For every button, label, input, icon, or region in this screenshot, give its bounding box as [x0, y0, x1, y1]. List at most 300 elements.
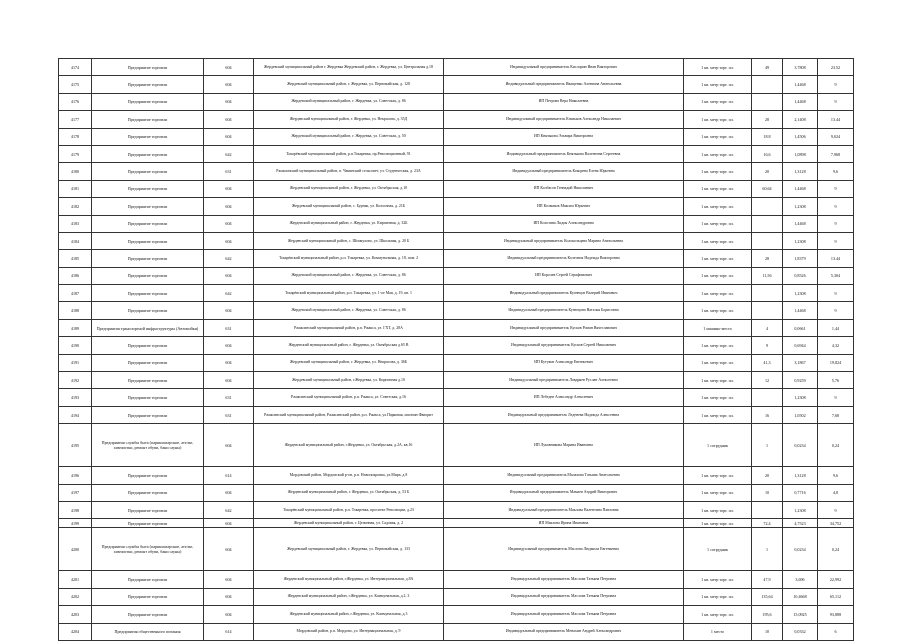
cell-unit: 1 место — [684, 623, 752, 640]
cell-address: Токарёвский муниципальный район, р.п. Токаревка, проспект Революции, д.23 — [254, 501, 444, 518]
cell-unit: 1 кв. метр торг. пл. — [684, 163, 752, 180]
cell-unit: 1 кв. метр торг. пл. — [684, 519, 752, 528]
cell-quantity: 72,4 — [752, 519, 783, 528]
cell-entrepreneur: Индивидуальный предприниматель Мамаев Андрей Викторович — [444, 484, 684, 501]
cell-entrepreneur: Индивидуальный предприниматель Маслова Татьяна Петровна — [444, 588, 684, 605]
table-row — [59, 606, 854, 623]
cell-value-1: 15,0925 — [783, 606, 818, 623]
cell-number: 4197 — [59, 484, 92, 501]
cell-unit: 1 кв. метр торг. пл. — [684, 606, 752, 623]
cell-quantity — [752, 76, 783, 93]
cell-value-1: 1,4468 — [783, 302, 818, 319]
data-table — [58, 58, 854, 641]
cell-entrepreneur: ИП Кутуков Александр Евгеньевич — [444, 354, 684, 371]
cell-entrepreneur: ИП Маклова Ирина Ивановна — [444, 519, 684, 528]
cell-address: Жердевский муниципальный район, г. Жердевка, ул. Некрасова, д. 35Д — [254, 111, 444, 128]
cell-unit: 1 кв. метр торг. пл. — [684, 59, 752, 76]
table-row — [59, 354, 854, 371]
cell-entrepreneur: Индивидуальный предприниматель Кузнецова Наталья Борисовна — [444, 302, 684, 319]
cell-code: 604 — [204, 76, 254, 93]
cell-value-1: 0,9259 — [783, 372, 818, 389]
cell-entrepreneur: Индивидуальный предприниматель Кислорин Иван Викторович — [444, 59, 684, 76]
cell-value-1: 1,4468 — [783, 180, 818, 197]
cell-number: 4187 — [59, 285, 92, 302]
cell-unit: 1 кв. метр торг. пл. — [684, 180, 752, 197]
cell-value-2: 13.44 — [818, 250, 854, 267]
cell-unit: 1 кв. метр торг. пл. — [684, 484, 752, 501]
cell-unit: 1 кв. метр торг. пл. — [684, 588, 752, 605]
cell-address: Жердевский муниципальный район, г.Жердевка, ул. Кирпичная д.10 — [254, 372, 444, 389]
cell-value-2: 9 — [818, 389, 854, 406]
cell-code: 604 — [204, 302, 254, 319]
cell-number: 4176 — [59, 93, 92, 110]
cell-value-1: 0,8526 — [783, 267, 818, 284]
table-row — [59, 571, 854, 588]
cell-quantity: 60,64 — [752, 180, 783, 197]
cell-address: Жердевский муниципальный район, г.Жердевка, ул. Коммунальная, д.3 — [254, 606, 444, 623]
cell-object-type: Предприятие торговли — [92, 215, 204, 232]
table-row — [59, 302, 854, 319]
cell-quantity: 1 — [752, 424, 783, 467]
cell-value-1: 0,7716 — [783, 484, 818, 501]
cell-entrepreneur: Индивидуальный предприниматель Иващенко Алевтина Анатольевна — [444, 76, 684, 93]
cell-unit: 1 машино-место — [684, 319, 752, 336]
cell-value-2: 22,992 — [818, 571, 854, 588]
table-row — [59, 337, 854, 354]
cell-unit: 1 кв. метр торг. пл. — [684, 232, 752, 249]
cell-value-2: 93,888 — [818, 606, 854, 623]
cell-quantity: 135,64 — [752, 588, 783, 605]
cell-value-2: 0,24 — [818, 528, 854, 571]
cell-value-1: 0,0234 — [783, 528, 818, 571]
cell-object-type: Предприятие торговли — [92, 519, 204, 528]
cell-value-1: 1,8379 — [783, 250, 818, 267]
table-row — [59, 59, 854, 76]
cell-value-1: 1,2308 — [783, 501, 818, 518]
cell-number: 4182 — [59, 198, 92, 215]
cell-number: 4191 — [59, 354, 92, 371]
cell-code: 614 — [204, 467, 254, 484]
cell-address: Жердевский муниципальный район, г. Жердевка, ул. Октябрьская, д. 53 Б — [254, 484, 444, 501]
cell-value-1: 3.7808 — [783, 59, 818, 76]
cell-number: 4204 — [59, 623, 92, 640]
cell-address: Жердевский муниципальный район, г. Жердевка, ул. Советская, д. 86 — [254, 302, 444, 319]
cell-quantity — [752, 285, 783, 302]
cell-code: 631 — [204, 319, 254, 336]
cell-value-1: 0,6944 — [783, 337, 818, 354]
table-row — [59, 484, 854, 501]
cell-address: Жердевский муниципальный район, г. Жердевка, ул. Кирпичная, д. 32Б — [254, 215, 444, 232]
cell-value-2: 4,32 — [818, 337, 854, 354]
cell-value-2: 9 — [818, 198, 854, 215]
cell-quantity — [752, 93, 783, 110]
cell-unit: 1 кв. метр торг. пл. — [684, 389, 752, 406]
cell-address: Жердевский муниципальный район, г.Жердевка, ул. Коммунальная, д.2, 3 — [254, 588, 444, 605]
cell-address: Мордовский район, Мордовский р-он, р.п. Новопокровка, ул.Мира, д.8 — [254, 467, 444, 484]
cell-address: Ржаксинский муниципальный район, р.п. Ржакса, ул. Советская, д.16 — [254, 389, 444, 406]
cell-address: Ржаксинский муниципальный район, р.п. Ржакса, ул. ГХТ, д. 28А — [254, 319, 444, 336]
cell-number: 4175 — [59, 76, 92, 93]
cell-value-2: 7,968 — [818, 145, 854, 162]
table-row — [59, 163, 854, 180]
cell-address: Жердевский муниципальный район, г.Жердевка, ул. Интернациональная, д.8А — [254, 571, 444, 588]
cell-quantity — [752, 302, 783, 319]
cell-value-1: 1,3128 — [783, 467, 818, 484]
cell-value-2: 9 — [818, 215, 854, 232]
cell-number: 4199 — [59, 519, 92, 528]
cell-object-type: Предприятие торговли — [92, 198, 204, 215]
cell-code: 604 — [204, 337, 254, 354]
cell-entrepreneur: Индивидуальный предприниматель Маслова Людмила Евгеньевна — [444, 528, 684, 571]
cell-address: Ржаксинский муниципальный район, п. Чакинский сельсовет, ул. Студенческая, д. 23А — [254, 163, 444, 180]
cell-quantity — [752, 198, 783, 215]
cell-value-2: 19,824 — [818, 354, 854, 371]
cell-object-type: Предприятие торговли — [92, 128, 204, 145]
cell-code: 604 — [204, 232, 254, 249]
cell-unit: 1 кв. метр торг. пл. — [684, 354, 752, 371]
cell-unit: 1 кв. метр торг. пл. — [684, 76, 752, 93]
cell-quantity: 195,6 — [752, 606, 783, 623]
cell-object-type: Предприятие торговли — [92, 337, 204, 354]
cell-value-2: 1,44 — [818, 319, 854, 336]
cell-number: 4194 — [59, 406, 92, 423]
table-row — [59, 389, 854, 406]
cell-unit: 1 кв. метр торг. пл. — [684, 285, 752, 302]
cell-number: 4177 — [59, 111, 92, 128]
cell-unit: 1 кв. метр торг. пл. — [684, 571, 752, 588]
cell-quantity: 16 — [752, 406, 783, 423]
cell-number: 4193 — [59, 389, 92, 406]
cell-number: 4181 — [59, 180, 92, 197]
cell-entrepreneur: Индивидуальный предприниматель Кусков Сергей Николаевич — [444, 337, 684, 354]
cell-value-2: 34,752 — [818, 519, 854, 528]
table-body — [59, 59, 854, 641]
cell-number: 4184 — [59, 232, 92, 249]
cell-address: Жердевский муниципальный район, г. Жердевка, ул. Первомайская, д. 133 — [254, 528, 444, 571]
cell-object-type: Предприятие торговли — [92, 406, 204, 423]
cell-address: Жердевский муниципальный район, г. Жердевка, ул. Первомайская, д. 128 — [254, 76, 444, 93]
cell-value-2: 5,76 — [818, 372, 854, 389]
cell-value-1: 1,4468 — [783, 76, 818, 93]
cell-unit: 1 кв. метр торг. пл. — [684, 501, 752, 518]
cell-address: Жердевский муниципальный район, с. Шпикулово, ул. Школьная, д. 20 Б — [254, 232, 444, 249]
table-row — [59, 93, 854, 110]
cell-unit: 1 кв. метр торг. пл. — [684, 198, 752, 215]
cell-object-type: Предприятие торговли — [92, 501, 204, 518]
cell-value-2: 65,112 — [818, 588, 854, 605]
cell-unit: 1 кв. метр торг. пл. — [684, 267, 752, 284]
cell-unit: 1 кв. метр торг. пл. — [684, 250, 752, 267]
cell-value-1: 4,7523 — [783, 519, 818, 528]
cell-address: Ржаксинский муниципальный район, Ржаксинский район, р.п. Ржакса, ул.Парковая, магазин Фаворит — [254, 406, 444, 423]
cell-code: 604 — [204, 588, 254, 605]
cell-number: 4189 — [59, 319, 92, 336]
cell-number: 4174 — [59, 59, 92, 76]
cell-value-2: 9,6 — [818, 467, 854, 484]
cell-entrepreneur: Индивидуальный предприниматель Маслова Татьяна Петровна — [444, 571, 684, 588]
cell-object-type: Предприятие торговли — [92, 163, 204, 180]
table-row — [59, 372, 854, 389]
table-row — [59, 528, 854, 571]
table-row — [59, 623, 854, 640]
cell-quantity — [752, 215, 783, 232]
table-row — [59, 180, 854, 197]
cell-quantity: 28 — [752, 250, 783, 267]
cell-number: 4201 — [59, 571, 92, 588]
cell-value-1: 10,4668 — [783, 588, 818, 605]
table-row — [59, 424, 854, 467]
cell-entrepreneur: Индивидуальный предприниматель Маклова Валентина Павловна — [444, 501, 684, 518]
cell-address: Жердевский муниципальный район, с. Бурнак, ул. Колхозная, д. 21Б — [254, 198, 444, 215]
cell-code: 604 — [204, 519, 254, 528]
cell-object-type: Предприятия общественного питания — [92, 623, 204, 640]
cell-unit: 1 кв. метр торг. пл. — [684, 337, 752, 354]
cell-value-2: 9 — [818, 302, 854, 319]
cell-entrepreneur: Индивидуальный предприниматель Малахова Татьяна Анатольевна — [444, 467, 684, 484]
cell-value-1: 1,2308 — [783, 198, 818, 215]
cell-value-1: 1,0898 — [783, 145, 818, 162]
cell-code: 604 — [204, 180, 254, 197]
cell-entrepreneur: ИП Луковникова Марина Ивановна — [444, 424, 684, 467]
cell-value-1: 1,0502 — [783, 406, 818, 423]
cell-number: 4179 — [59, 145, 92, 162]
cell-entrepreneur: ИП Лебедев Александр Алексеевич — [444, 389, 684, 406]
cell-quantity: 49 — [752, 59, 783, 76]
cell-quantity: 41,3 — [752, 354, 783, 371]
cell-code: 631 — [204, 163, 254, 180]
cell-object-type: Предприятие торговли — [92, 354, 204, 371]
document-page — [58, 58, 853, 641]
cell-value-2: 9,6 — [818, 163, 854, 180]
cell-number: 4188 — [59, 302, 92, 319]
table-row — [59, 285, 854, 302]
cell-value-1: 1,4468 — [783, 215, 818, 232]
cell-code: 604 — [204, 93, 254, 110]
cell-object-type: Предприятие торговли — [92, 389, 204, 406]
cell-address: Жердевский муниципальный район, г. Жердевка, ул. Некрасова, д. 36Б — [254, 354, 444, 371]
cell-code: 604 — [204, 528, 254, 571]
cell-code: 614 — [204, 623, 254, 640]
table-row — [59, 267, 854, 284]
cell-entrepreneur: Индивидуальный предприниматель Колокольцева Марина Анатольевна — [444, 232, 684, 249]
cell-address: Жердевский муниципальный район, г. Целинная, ул. Садовая, д. 2 — [254, 519, 444, 528]
cell-unit: 1 кв. метр торг. пл. — [684, 215, 752, 232]
cell-object-type: Предприятие торговли — [92, 372, 204, 389]
cell-number: 4183 — [59, 215, 92, 232]
cell-object-type: Предприятие торговли — [92, 180, 204, 197]
cell-number: 4185 — [59, 250, 92, 267]
cell-object-type: Предприятие торговли — [92, 588, 204, 605]
cell-value-1: 1,3128 — [783, 163, 818, 180]
cell-unit: 1 сотрудник — [684, 528, 752, 571]
cell-unit: 1 кв. метр торг. пл. — [684, 93, 752, 110]
cell-unit: 1 сотрудник — [684, 424, 752, 467]
cell-value-1: 3,1867 — [783, 354, 818, 371]
cell-number: 4195 — [59, 424, 92, 467]
cell-unit: 1 кв. метр торг. пл. — [684, 302, 752, 319]
cell-address: Мордовский район, р.п. Мордово, ул. Интернациональная, д. 9 — [254, 623, 444, 640]
table-row — [59, 467, 854, 484]
cell-quantity — [752, 232, 783, 249]
table-row — [59, 319, 854, 336]
cell-object-type: Предприятие торговли — [92, 571, 204, 588]
cell-value-1: 3,696 — [783, 571, 818, 588]
cell-number: 4203 — [59, 606, 92, 623]
cell-object-type: Предприятие торговли — [92, 145, 204, 162]
cell-unit: 1 кв. метр торг. пл. — [684, 372, 752, 389]
cell-code: 642 — [204, 285, 254, 302]
cell-unit: 1 кв. метр торг. пл. — [684, 467, 752, 484]
cell-code: 604 — [204, 198, 254, 215]
cell-object-type: Предприятие торговли — [92, 606, 204, 623]
cell-address: Жердевский муниципальный район, г.Жердевка, ул. Октябрьская, д.2А, кв.16 — [254, 424, 444, 467]
cell-value-2: 13.44 — [818, 111, 854, 128]
cell-entrepreneur: ИП Колбасов Геннадий Николаевич — [444, 180, 684, 197]
cell-number: 4202 — [59, 588, 92, 605]
cell-quantity: 28 — [752, 111, 783, 128]
cell-object-type: Предприятие торговли — [92, 467, 204, 484]
table-row — [59, 76, 854, 93]
table-row — [59, 215, 854, 232]
cell-value-2: 9 — [818, 232, 854, 249]
cell-code: 604 — [204, 484, 254, 501]
cell-entrepreneur: ИП Петрова Вера Николаевна — [444, 93, 684, 110]
cell-number: 4196 — [59, 467, 92, 484]
cell-quantity: 11,56 — [752, 267, 783, 284]
cell-value-2: 0,24 — [818, 424, 854, 467]
cell-quantity: 18.8 — [752, 128, 783, 145]
cell-code: 604 — [204, 571, 254, 588]
cell-value-2: 9 — [818, 180, 854, 197]
cell-code: 604 — [204, 59, 254, 76]
cell-address: Токарёвский муниципальный район, р.п.Токаревка, пр.Революционный, 91 — [254, 145, 444, 162]
cell-number: 4198 — [59, 501, 92, 518]
cell-quantity: 9 — [752, 337, 783, 354]
cell-quantity: 1 — [752, 528, 783, 571]
cell-code: 642 — [204, 145, 254, 162]
cell-value-2: 5,304 — [818, 267, 854, 284]
cell-object-type: Предприятие торговли — [92, 250, 204, 267]
cell-address: Токарёвский муниципальный район, р.п. Токаревка, ул. Коммунальная, д. 18, пом. 2 — [254, 250, 444, 267]
cell-value-1: 1,4506 — [783, 128, 818, 145]
cell-code: 604 — [204, 424, 254, 467]
cell-address: Жердевский муниципальный район, г. Жердевка, ул. Советская, д. 86 — [254, 93, 444, 110]
cell-code: 604 — [204, 267, 254, 284]
table-row — [59, 406, 854, 423]
cell-address: Токарёвский муниципальный район, р.п. Токаревка, ул. 1-ое Мая, д. 19, кв. 1 — [254, 285, 444, 302]
cell-value-2: 9,024 — [818, 128, 854, 145]
cell-address: Жердевский муниципальный район, г. Жердевка, ул. Октябрьская, д.10 — [254, 180, 444, 197]
cell-quantity: 47,9 — [752, 571, 783, 588]
cell-entrepreneur: Индивидуальный предприниматель Менахин Андрей Александрович — [444, 623, 684, 640]
cell-value-2: 9 — [818, 501, 854, 518]
cell-value-1: 0,0332 — [783, 623, 818, 640]
cell-unit: 1 кв. метр торг. пл. — [684, 111, 752, 128]
cell-value-1: 0,0661 — [783, 319, 818, 336]
cell-value-1: 2,1408 — [783, 111, 818, 128]
cell-value-1: 0,0234 — [783, 424, 818, 467]
table-row — [59, 128, 854, 145]
cell-entrepreneur: ИП Колмаков Максим Юрьевич — [444, 198, 684, 215]
cell-value-2: 9 — [818, 76, 854, 93]
table-row — [59, 250, 854, 267]
cell-quantity — [752, 389, 783, 406]
cell-entrepreneur: ИП Князькова Эльвира Викторовна — [444, 128, 684, 145]
cell-object-type: Предприятие торговли — [92, 111, 204, 128]
cell-number: 4200 — [59, 528, 92, 571]
cell-object-type: Предприятия транспортной инфраструктуры (Автомойки) — [92, 319, 204, 336]
cell-quantity — [752, 501, 783, 518]
cell-code: 642 — [204, 250, 254, 267]
cell-entrepreneur: Индивидуальный предприниматель Маслова Татьяна Петровна — [444, 606, 684, 623]
cell-object-type: Предприятия службы быта (парикмахерские, ателье, химчистки, ремонт обуви, бани сауны) — [92, 528, 204, 571]
cell-unit: 1 кв. метр торг. пл. — [684, 145, 752, 162]
table-row — [59, 232, 854, 249]
cell-code: 604 — [204, 111, 254, 128]
cell-code: 604 — [204, 372, 254, 389]
cell-code: 631 — [204, 389, 254, 406]
cell-value-2: 7,68 — [818, 406, 854, 423]
table-row — [59, 198, 854, 215]
cell-value-1: 1,4468 — [783, 93, 818, 110]
cell-address: Жердевский муниципальный район, г. Жердевка, ул. Советская, д. 86 — [254, 267, 444, 284]
cell-object-type: Предприятие торговли — [92, 267, 204, 284]
cell-address: Жердевский муниципальный район г. Жердевка Жердевский район, г. Жердевка, ул. Центральная д.18 — [254, 59, 444, 76]
cell-quantity: 10 — [752, 484, 783, 501]
table-row — [59, 501, 854, 518]
cell-quantity: 4 — [752, 319, 783, 336]
cell-entrepreneur: ИП Колозина Лидия Александровна — [444, 215, 684, 232]
cell-value-1: 1,2308 — [783, 285, 818, 302]
cell-quantity: 10 — [752, 623, 783, 640]
cell-address: Жердевский муниципальный район, г. Жердевка, ул. Октябрьская д.65 В — [254, 337, 444, 354]
cell-number: 4192 — [59, 372, 92, 389]
cell-code: 604 — [204, 128, 254, 145]
cell-value-2: 9 — [818, 285, 854, 302]
cell-number: 4180 — [59, 163, 92, 180]
cell-object-type: Предприятие торговли — [92, 302, 204, 319]
cell-quantity: 16,6 — [752, 145, 783, 162]
cell-value-1: 1,2308 — [783, 389, 818, 406]
cell-entrepreneur: Индивидуальный предприниматель Леденева Надежда Алексеевна — [444, 406, 684, 423]
cell-entrepreneur: ИП Королев Сергей Серафимович — [444, 267, 684, 284]
cell-entrepreneur: Индивидуальный предприниматель Кусков Роман Вячеславович — [444, 319, 684, 336]
table-row — [59, 111, 854, 128]
cell-entrepreneur: Индивидуальный предприниматель Лавдряев Руслан Алексеевич — [444, 372, 684, 389]
cell-object-type: Предприятие торговли — [92, 484, 204, 501]
cell-object-type: Предприятие торговли — [92, 76, 204, 93]
cell-object-type: Предприятие торговли — [92, 232, 204, 249]
cell-code: 604 — [204, 354, 254, 371]
table-row — [59, 145, 854, 162]
cell-object-type: Предприятие торговли — [92, 93, 204, 110]
cell-value-1: 1,2308 — [783, 232, 818, 249]
cell-entrepreneur: Индивидуальный предприниматель Кузнецов Валерий Иванович — [444, 285, 684, 302]
cell-object-type: Предприятие торговли — [92, 285, 204, 302]
cell-number: 4178 — [59, 128, 92, 145]
cell-unit: 1 кв. метр торг. пл. — [684, 128, 752, 145]
cell-quantity: 12 — [752, 372, 783, 389]
cell-entrepreneur: Индивидуальный предприниматель Князьков Александр Николаевич — [444, 111, 684, 128]
cell-object-type: Предприятие торговли — [92, 59, 204, 76]
cell-object-type: Предприятия службы быта (парикмахерские, ателье, химчистки, ремонт обуви, бани сауны) — [92, 424, 204, 467]
cell-quantity: 20 — [752, 163, 783, 180]
cell-value-2: 6 — [818, 623, 854, 640]
cell-quantity: 20 — [752, 467, 783, 484]
cell-number: 4190 — [59, 337, 92, 354]
cell-entrepreneur: Индивидуальный предприниматель Князькова Валентина Сергеевна — [444, 145, 684, 162]
table-row — [59, 519, 854, 528]
